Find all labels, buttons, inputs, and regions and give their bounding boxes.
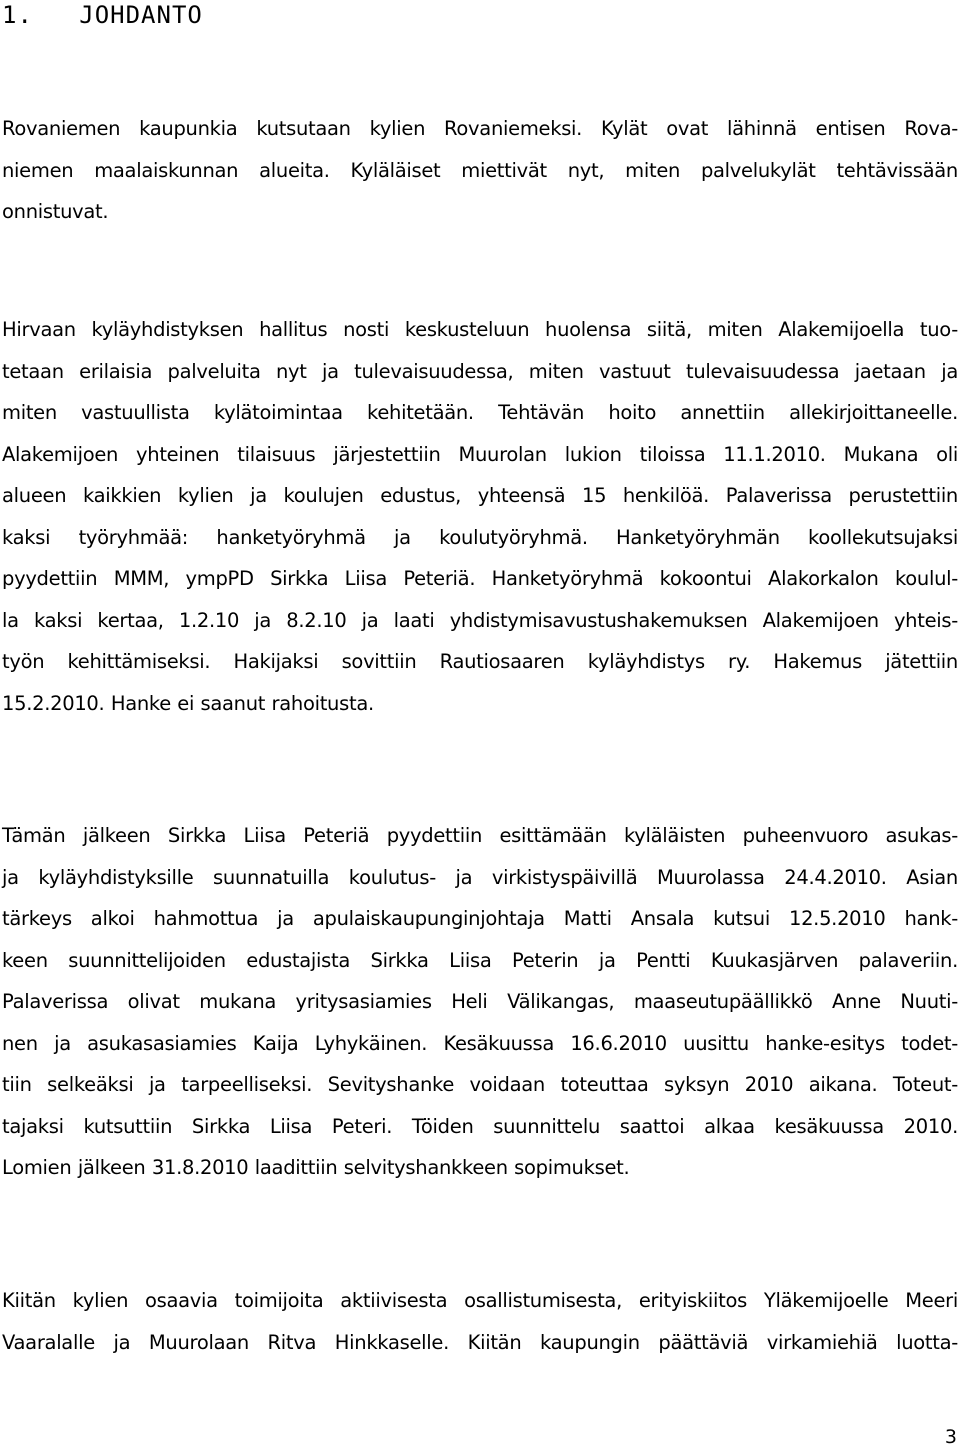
text-line: keen suunnittelijoiden edustajista Sirkka Liisa Peterin ja Pentti Kuukasjärven palaveriin.	[2, 948, 958, 972]
text-line: niemen maalaiskunnan alueita. Kyläläiset miettivät nyt, miten palvelukylät tehtävissään	[2, 158, 958, 182]
text-line: Palaverissa olivat mukana yritysasiamies Heli Välikangas, maaseutupäällikkö Anne Nuuti-	[2, 990, 958, 1013]
page-number: 3	[944, 1426, 957, 1448]
text-line: pyydettiin MMM, ympPD Sirkka Liisa Peteriä. Hanketyöryhmä kokoontui Alakorkalon koulul-	[2, 567, 958, 590]
text-line: työn kehittämiseksi. Hakijaksi sovittiin Rautiosaaren kyläyhdistys ry. Hakemus jätettiin	[2, 650, 958, 673]
text-line: la kaksi kertaa, 1.2.10 ja 8.2.10 ja laati yhdistymisavustushakemuksen Alakemijoen yhteis-	[2, 608, 958, 632]
paragraph-acknowledgements	[2, 1280, 958, 1363]
text-line: Lomien jälkeen 31.8.2010 laadittiin selvityshankkeen sopimukset.	[2, 1156, 630, 1179]
text-line: Hirvaan kyläyhdistyksen hallitus nosti keskusteluun huolensa siitä, miten Alakemijoella tuo-	[2, 318, 958, 341]
text-line: Rovaniemen kaupunkia kutsutaan kylien Rovaniemeksi. Kylät ovat lähinnä entisen Rova-	[2, 117, 958, 140]
paragraph-project-history	[2, 815, 958, 1189]
paragraph-intro	[2, 108, 958, 233]
text-line: 15.2.2010. Hanke ei saanut rahoitusta.	[2, 691, 374, 715]
text-line: Vaaralalle ja Muurolaan Ritva Hinkkaselle. Kiitän kaupungin päättäviä virkamiehiä luotta-	[2, 1330, 958, 1354]
text-line: tetaan erilaisia palveluita nyt ja tulevaisuudessa, miten vastuut tulevaisuudessa jaetaan ja	[2, 359, 958, 383]
text-line: nen ja asukasasiamies Kaija Lyhykäinen. Kesäkuussa 16.6.2010 uusittu hanke-esitys todet-	[2, 1031, 958, 1055]
text-line: Alakemijoen yhteinen tilaisuus järjestettiin Muurolan lukion tiloissa 11.1.2010. Mukana oli	[2, 442, 958, 466]
text-line: tiin selkeäksi ja tarpeelliseksi. Sevityshanke voidaan toteuttaa syksyn 2010 aikana. Toteut-	[2, 1073, 958, 1096]
paragraph-background	[2, 309, 958, 724]
text-line: miten vastuullista kylätoimintaa kehitetään. Tehtävän hoito annettiin allekirjoittaneelle.	[2, 401, 958, 424]
text-line: alueen kaikkien kylien ja koulujen edustus, yhteensä 15 henkilöä. Palaverissa perustettiin	[2, 484, 958, 507]
text-line: Tämän jälkeen Sirkka Liisa Peteriä pyydettiin esittämään kyläläisten puheenvuoro asukas-	[2, 824, 958, 847]
text-line: tajaksi kutsuttiin Sirkka Liisa Peteri. Töiden suunnittelu saattoi alkaa kesäkuussa 2010.	[2, 1114, 958, 1138]
text-line: tärkeys alkoi hahmottua ja apulaiskaupunginjohtaja Matti Ansala kutsui 12.5.2010 hank-	[2, 907, 958, 930]
text-line: onnistuvat.	[2, 200, 109, 223]
chapter-heading: 1. JOHDANTO	[2, 1, 203, 29]
text-line: Kiitän kylien osaavia toimijoita aktiivisesta osallistumisesta, erityiskiitos Yläkemijoelle Meeri	[2, 1289, 958, 1312]
text-line: ja kyläyhdistyksille suunnatuilla koulutus- ja virkistyspäivillä Muurolassa 24.4.2010. Asian	[2, 865, 958, 889]
text-line: kaksi työryhmää: hanketyöryhmä ja koulutyöryhmä. Hanketyöryhmän koollekutsujaksi	[2, 525, 958, 549]
